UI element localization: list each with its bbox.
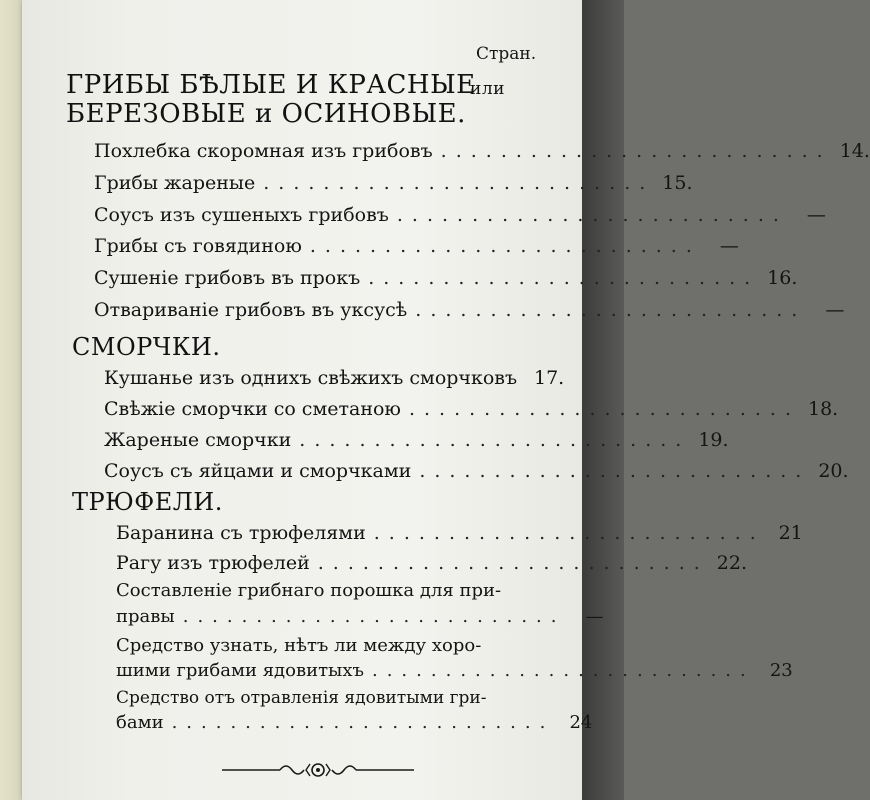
entry-title: Грибы жареные (94, 172, 256, 194)
entry-title-cont: бами (116, 712, 164, 733)
leader-dots: .......................... (440, 140, 832, 162)
entry-page: 19. (698, 429, 729, 451)
toc-entry[interactable] (116, 660, 793, 681)
entry-title: Сушеніе грибовъ въ прокъ (94, 267, 361, 289)
leader-dots: .......................... (309, 235, 701, 257)
entry-title: Отвариваніе грибовъ въ уксусѣ (94, 299, 408, 321)
leader-dots: .......................... (368, 267, 760, 289)
entry-title: Соусъ съ яйцами и сморчками (104, 460, 412, 482)
entry-page: 15. (662, 172, 693, 194)
toc-entry[interactable] (104, 367, 564, 389)
section-title-mushrooms-line2: БЕРЕЗОВЫЕ и ОСИНОВЫЕ. (66, 99, 466, 129)
toc-entry[interactable] (116, 606, 604, 627)
toc-entry[interactable] (94, 204, 826, 226)
book-spine-edge (0, 0, 22, 800)
section-title-suffix: или (470, 79, 505, 99)
entry-title-multiline[interactable]: Средство отъ отравленія ядовитыми гри- (116, 688, 487, 708)
leader-dots: .......................... (171, 712, 555, 733)
entry-page: 24 (569, 712, 593, 733)
entry-title: Соусъ изъ сушеныхъ грибовъ (94, 204, 389, 226)
entry-title: Жареные сморчки (104, 429, 292, 451)
toc-entry[interactable] (104, 460, 849, 482)
section-title-truffles: ТРЮФЕЛИ. (72, 488, 223, 516)
toc-entry[interactable] (116, 712, 593, 733)
entry-title-cont: шими грибами ядовитыхъ (116, 660, 364, 681)
section-title-morels: СМОРЧКИ. (72, 333, 221, 361)
entry-page: — (585, 606, 604, 627)
leader-dots: .......................... (415, 299, 807, 321)
toc-entry[interactable] (104, 398, 839, 420)
entry-title: Грибы съ говядиною (94, 235, 302, 257)
leader-dots: .......................... (408, 398, 800, 420)
leader-dots: .......................... (317, 552, 709, 574)
section-title-mushrooms (66, 70, 505, 100)
entry-title: Похлебка скоромная изъ грибовъ (94, 140, 433, 162)
leader-dots: .......................... (263, 172, 655, 194)
section-title-line1: ГРИБЫ БѢЛЫЕ И КРАСНЫЕ (66, 70, 476, 100)
leader-dots: .......................... (182, 606, 566, 627)
toc-entry[interactable] (116, 522, 803, 544)
entry-page: 17. (534, 367, 565, 389)
leader-dots: .......................... (419, 460, 811, 482)
entry-page: 20. (818, 460, 849, 482)
entry-title-cont: правы (116, 606, 175, 627)
entry-page: 16. (767, 267, 798, 289)
entry-title: Кушанье изъ однихъ свѣжихъ сморчковъ (104, 367, 518, 389)
entry-page: — (825, 299, 845, 321)
toc-entry[interactable] (94, 267, 798, 289)
leader-dots: .......................... (299, 429, 691, 451)
entry-title-multiline[interactable]: Средство узнать, нѣтъ ли между хоро- (116, 635, 482, 656)
toc-entry[interactable] (94, 235, 739, 257)
entry-title: Рагу изъ трюфелей (116, 552, 310, 574)
entry-page: 18. (808, 398, 839, 420)
entry-page: — (719, 235, 739, 257)
page-column-header: Стран. (476, 44, 537, 64)
entry-page: 21 (778, 522, 803, 544)
entry-title: Баранина съ трюфелями (116, 522, 366, 544)
decorative-ornament-icon (218, 758, 418, 782)
entry-page: — (806, 204, 826, 226)
leader-dots: .......................... (373, 522, 765, 544)
toc-entry[interactable] (104, 429, 729, 451)
toc-entry[interactable] (94, 299, 845, 321)
leader-dots: .......................... (371, 660, 755, 681)
entry-page: 22. (716, 552, 747, 574)
entry-page: 23 (769, 660, 793, 681)
entry-title-multiline[interactable]: Составленіе грибнаго порошка для при- (116, 580, 502, 601)
toc-entry[interactable] (94, 172, 693, 194)
entry-title: Свѣжіе сморчки со сметаною (104, 398, 401, 420)
toc-entry[interactable] (94, 140, 870, 162)
leader-dots: .......................... (396, 204, 788, 226)
entry-page: 14. (839, 140, 870, 162)
toc-entry[interactable] (116, 552, 747, 574)
